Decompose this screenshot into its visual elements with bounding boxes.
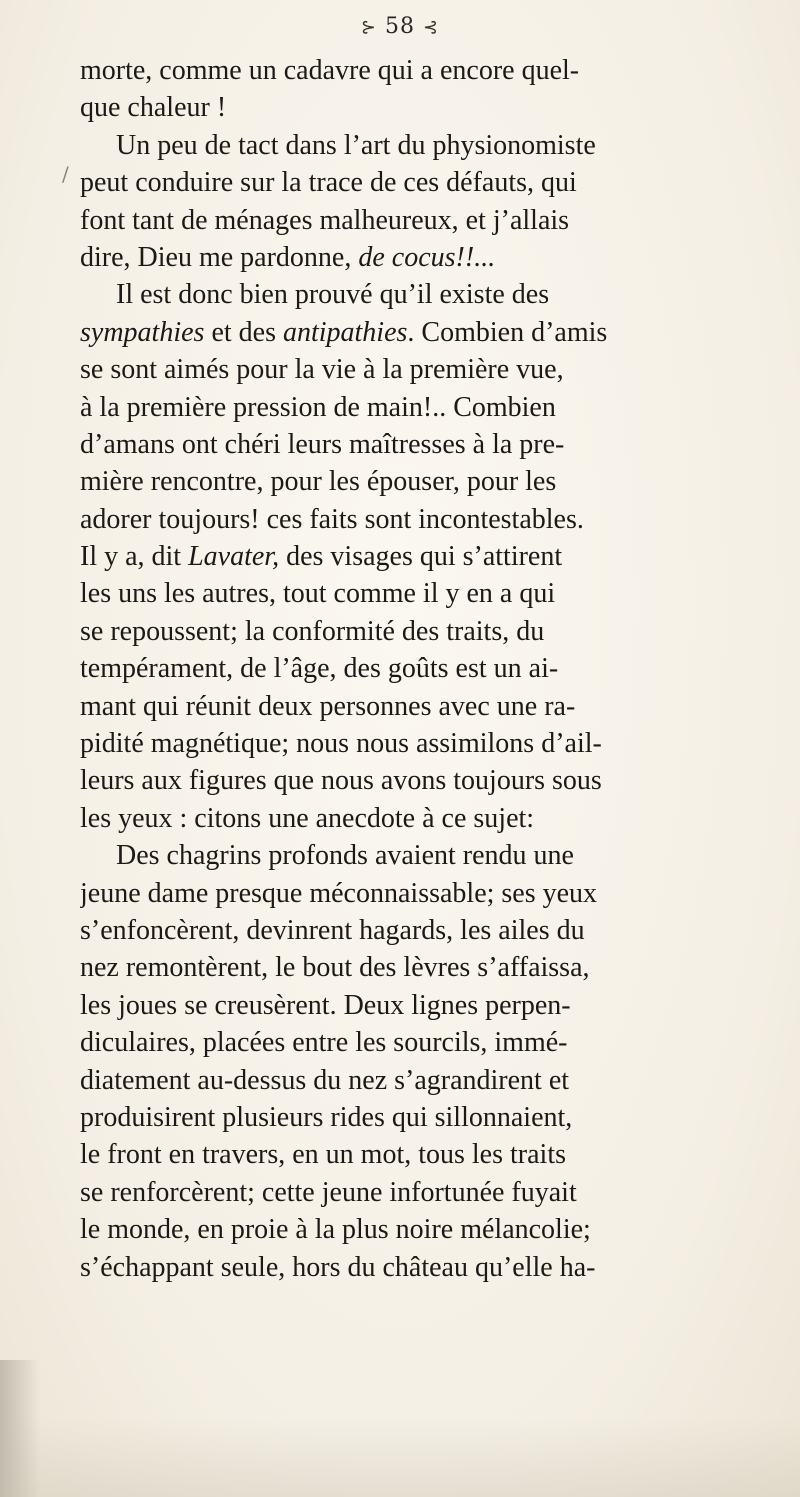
- page-header: [0, 14, 800, 39]
- text-line: mant qui réunit deux personnes avec une ra-: [80, 690, 576, 722]
- text-line: se repoussent; la conformité des traits, du: [80, 615, 545, 647]
- text-line: les joues se creusèrent. Deux lignes perpen-: [80, 989, 571, 1021]
- text-line: produisirent plusieurs rides qui sillonnaient,: [80, 1101, 573, 1133]
- text-line: que chaleur !: [80, 92, 227, 124]
- text-line: [80, 314, 800, 351]
- text-line: [80, 239, 800, 276]
- text-line: à la première pression de main!.. Combien: [80, 391, 556, 423]
- right-ornament: ⊰: [423, 17, 440, 38]
- text-line: les uns les autres, tout comme il y en a qui: [80, 578, 556, 610]
- text-line: [80, 538, 800, 575]
- text-line: nez remontèrent, le bout des lèvres s’affaissa,: [80, 952, 590, 984]
- page-number: 58: [385, 14, 415, 39]
- text-line: Des chagrins profonds avaient rendu une: [116, 840, 574, 872]
- text-line: le front en travers, en un mot, tous les traits: [80, 1139, 566, 1171]
- left-ornament: ⊱: [360, 17, 377, 38]
- text-line: s’échappant seule, hors du château qu’elle ha-: [80, 1251, 596, 1283]
- text-line: leurs aux figures que nous avons toujours sous: [80, 765, 602, 797]
- text-fragment: des visages qui s’attirent: [279, 541, 563, 573]
- text-fragment: et des: [204, 316, 283, 348]
- text-line: pidité magnétique; nous nous assimilons d’ail-: [80, 728, 602, 760]
- text-line: le monde, en proie à la plus noire mélancolie;: [80, 1214, 591, 1246]
- text-fragment: Il y a, dit: [80, 541, 189, 573]
- text-fragment: . Combien d’amis: [407, 316, 608, 348]
- italic-word: sympathies: [80, 316, 205, 348]
- text-line: Il est donc bien prouvé qu’il existe des: [116, 279, 550, 311]
- italic-name: Lavater,: [188, 541, 280, 573]
- text-fragment: dire, Dieu me pardonne,: [80, 241, 359, 273]
- text-line: font tant de ménages malheureux, et j’allais: [80, 204, 570, 236]
- italic-word: antipathies: [282, 316, 408, 348]
- text-line: s’enfoncèrent, devinrent hagards, les ailes du: [80, 914, 585, 946]
- text-line: d’amans ont chéri leurs maîtresses à la pre-: [80, 428, 565, 460]
- text-line: se renforcèrent; cette jeune infortunée fuyait: [80, 1176, 577, 1208]
- margin-mark: /: [62, 162, 69, 186]
- text-line: diculaires, placées entre les sourcils, immé-: [80, 1027, 568, 1059]
- body-text: [80, 52, 800, 1286]
- text-line: Un peu de tact dans l’art du physionomiste: [116, 129, 596, 161]
- text-line: jeune dame presque méconnaissable; ses yeux: [80, 877, 598, 909]
- text-line: adorer toujours! ces faits sont incontestables.: [80, 503, 584, 535]
- text-line: mière rencontre, pour les épouser, pour les: [80, 466, 557, 498]
- page-bottom-shading: [0, 1417, 800, 1497]
- text-line: peut conduire sur la trace de ces défauts, qui: [80, 167, 577, 199]
- text-line: morte, comme un cadavre qui a encore quel-: [80, 55, 580, 86]
- text-line: tempérament, de l’âge, des goûts est un ai-: [80, 653, 559, 685]
- text-line: se sont aimés pour la vie à la première vue,: [80, 354, 564, 386]
- italic-phrase: de cocus!!...: [358, 241, 496, 273]
- text-line: diatement au-dessus du nez s’agrandirent et: [80, 1064, 570, 1096]
- text-line: les yeux : citons une anecdote à ce sujet:: [80, 802, 535, 834]
